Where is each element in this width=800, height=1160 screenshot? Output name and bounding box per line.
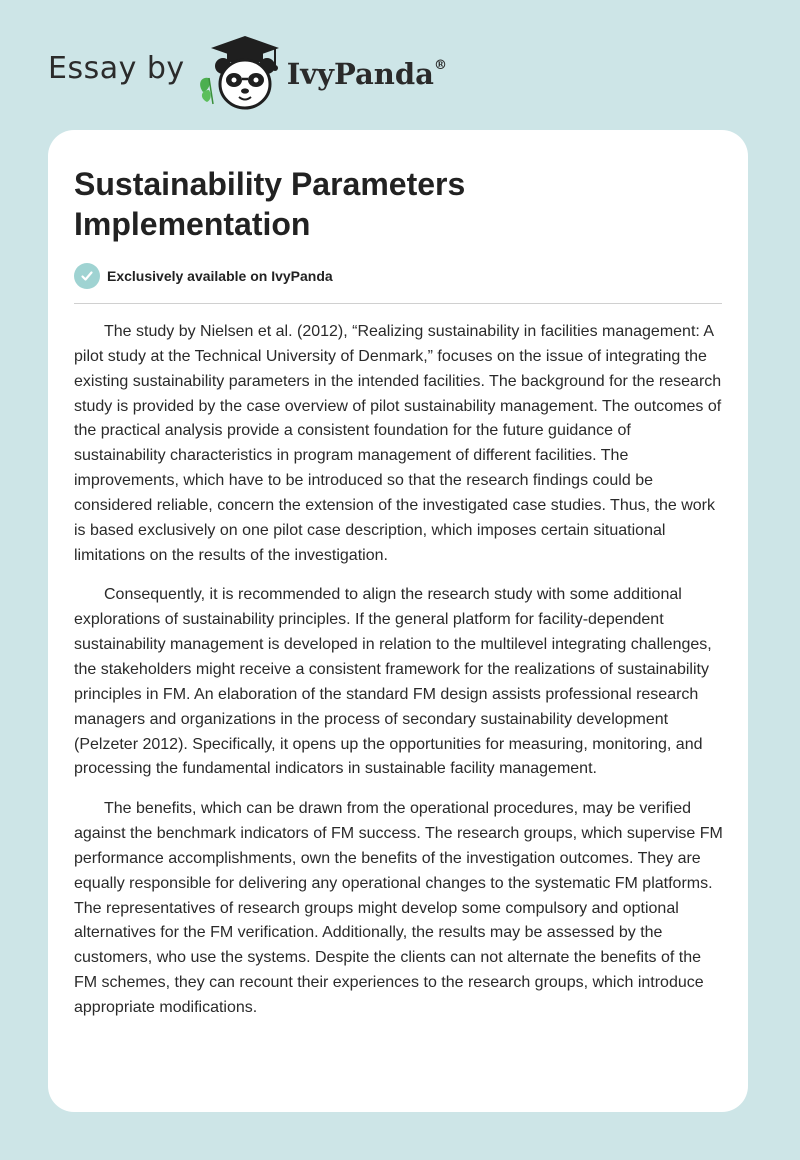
exclusive-badge-label: Exclusively available on IvyPanda	[107, 268, 333, 284]
essay-body	[74, 320, 726, 1036]
title-divider	[74, 303, 722, 304]
essay-paragraph: The benefits, which can be drawn from the operational procedures, may be verified against the benchmark indicators of FM success. The research groups, which supervise FM performance accomplishments, own the benefits of the investigation outcomes. They are equally responsible for delivering any operational changes to the systematic FM platforms. The representatives of research groups might develop some compulsory and optional alternatives for the FM verification. Additionally, the results may be assessed by the customers, who use the systems. Despite the clients can not alternate the benefits of the FM schemes, they can recount their experiences to the research groups, which introduce appropriate modifications.	[74, 800, 723, 1016]
page-title: Sustainability Parameters Implementation	[74, 166, 466, 242]
essay-paragraph: The study by Nielsen et al. (2012), “Realizing sustainability in facilities management: A pilot study at the Technical University of Denmark,” focuses on the issue of integrating the existing sustainability parameters in the intended facilities. The background for the research study is provided by the case overview of pilot sustainability management. The outcomes of the practical analysis provide a consistent foundation for the future guidance of sustainability characteristics in program management of different facilities. The improvements, which have to be introduced so that the research findings could be considered reliable, concern the extension of the investigated case studies. Thus, the work is based exclusively on one pilot case description, which imposes certain situational limitations on the results of the investigation.	[74, 323, 722, 564]
essay-paragraph: Consequently, it is recommended to align the research study with some additional explorations of sustainability principles. If the general platform for facility-dependent sustainability management is developed in relation to the multilevel integrating challenges, the stakeholders might receive a consistent framework for the realizations of sustainability principles in FM. An elaboration of the standard FM design assists professional research managers and organizations in the process of secondary sustainability development (Pelzeter 2012). Specifically, it opens up the opportunities for measuring, monitoring, and processing the fundamental indicators in sustainable facility management.	[74, 586, 712, 778]
exclusive-badge	[74, 263, 333, 289]
site-header	[48, 32, 447, 112]
panda-graduate-logo-icon[interactable]	[195, 32, 285, 112]
checkmark-icon	[74, 263, 100, 289]
brand-label: IvyPanda	[286, 57, 434, 91]
brand-name[interactable]	[287, 57, 447, 91]
essay-card	[48, 130, 748, 1112]
registered-mark: ®	[433, 58, 447, 74]
essay-by-label: Essay by	[48, 50, 185, 86]
